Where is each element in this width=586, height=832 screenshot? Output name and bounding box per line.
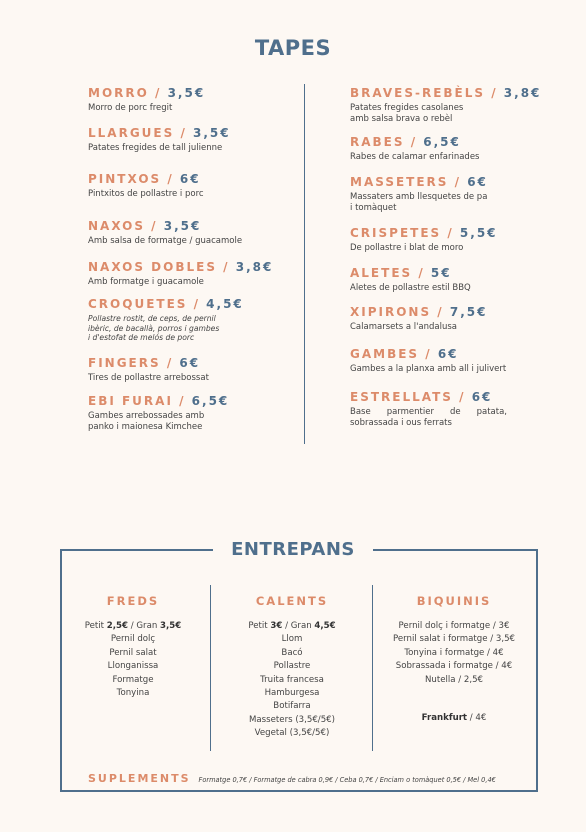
frankfurt-name: Frankfurt xyxy=(421,713,468,723)
menu-item-gambes: GAMBES / 6€ Gambes a la planxa amb all i julivert xyxy=(350,347,507,374)
item-price: 4,5€ xyxy=(206,297,244,311)
list-item: Formatge xyxy=(112,674,154,685)
item-price: 6,5€ xyxy=(191,394,230,408)
item-name: FINGERS xyxy=(88,356,161,370)
item-name: GAMBES xyxy=(350,347,420,361)
list-item: Sobrassada i formatge / 4€ xyxy=(395,661,513,672)
item-price: 6€ xyxy=(179,172,201,186)
item-price: 3,5€ xyxy=(167,86,206,100)
freds-column xyxy=(72,594,194,700)
item-name: NAXOS DOBLES xyxy=(88,260,217,274)
item-desc-line: Massaters amb llesquetes de pa xyxy=(350,192,488,202)
calents-column xyxy=(222,594,362,741)
menu-item-morro: MORRO / 3,5€ Morro de porc fregit xyxy=(88,86,206,113)
menu-item-pintxos: PINTXOS / 6€ Pintxitos de pollastre i porc xyxy=(88,172,204,199)
menu-item-fingers: FINGERS / 6€ Tires de pollastre arrebossat xyxy=(88,356,209,383)
item-price: 6€ xyxy=(467,175,488,189)
item-desc: Patates fregides de tall julienne xyxy=(88,143,223,153)
item-desc-line: sobrassada i ous ferrats xyxy=(350,418,452,428)
freds-prices: Petit 2,5€ / Gran 3,5€ xyxy=(84,621,182,631)
menu-item-naxos-dobles: NAXOS DOBLES / 3,8€ Amb formatge i guacamole xyxy=(88,260,274,287)
list-item: Pernil salat xyxy=(109,647,157,658)
item-desc-line: amb salsa brava o rebèl xyxy=(350,114,453,124)
list-item: Pollastre xyxy=(273,661,311,672)
tapes-divider xyxy=(304,84,305,444)
calents-heading: CALENTS xyxy=(255,594,329,608)
item-name: RABES xyxy=(350,135,405,149)
item-desc-line: i tomàquet xyxy=(350,203,397,213)
item-price: 5€ xyxy=(430,266,452,280)
item-desc: Aletes de pollastre estil BBQ xyxy=(350,283,471,293)
entrepans-title-wrap xyxy=(0,539,586,560)
item-price: 6€ xyxy=(179,356,201,370)
item-desc: Gambes a la planxa amb all i julivert xyxy=(350,364,507,374)
menu-item-crispetes: CRISPETES / 5,5€ De pollastre i blat de moro xyxy=(350,226,498,253)
item-price: 7,5€ xyxy=(449,305,488,319)
item-desc: Rabes de calamar enfarinades xyxy=(350,152,480,162)
frankfurt-item xyxy=(384,713,524,723)
menu-item-ebi-furai: EBI FURAI / 6,5€ Gambes arrebossades amb panko i maionesa Kimchee xyxy=(88,394,288,433)
list-item: Tonyina xyxy=(116,688,150,699)
item-name: BRAVES-REBÈLS xyxy=(350,86,486,100)
list-item: Llonganissa xyxy=(107,661,159,672)
item-desc: Calamarsets a l'andalusa xyxy=(350,322,458,332)
item-price: 6€ xyxy=(471,390,493,404)
item-name: XIPIRONS xyxy=(350,305,432,319)
menu-item-masseters: MASSETERS / 6€ Massaters amb llesquetes de pa i tomàquet xyxy=(350,175,540,214)
suplements-label: SUPLEMENTS xyxy=(88,772,191,785)
list-item: Botifarra xyxy=(273,701,311,712)
tapes-title: TAPES xyxy=(254,36,332,60)
item-price: 3,5€ xyxy=(193,126,231,140)
item-desc-line: panko i maionesa Kimchee xyxy=(88,422,203,432)
menu-item-xipirons: XIPIRONS / 7,5€ Calamarsets a l'andalusa xyxy=(350,305,488,332)
item-desc: Pintxitos de pollastre i porc xyxy=(88,189,204,199)
list-item: Llom xyxy=(281,634,303,645)
item-price: 5,5€ xyxy=(459,226,498,240)
menu-item-naxos: NAXOS / 3,5€ Amb salsa de formatge / guacamole xyxy=(88,219,243,246)
menu-item-estrellats: ESTRELLATS / 6€ Base parmentier de patata, sobrassada i ous ferrats xyxy=(350,390,507,428)
item-name: EBI FURAI xyxy=(88,394,173,408)
frankfurt-price: / 4€ xyxy=(467,713,487,723)
item-price: 3,8€ xyxy=(235,260,274,274)
list-item: Pernil dolç xyxy=(110,634,156,645)
list-item: Truita francesa xyxy=(260,674,324,685)
calents-prices: Petit 3€ / Gran 4,5€ xyxy=(248,621,336,631)
list-item: Nutella / 2,5€ xyxy=(424,674,484,685)
biquinis-heading: BIQUINIS xyxy=(416,594,492,608)
item-desc-line: Patates fregides casolanes xyxy=(350,103,464,113)
item-price: 3,5€ xyxy=(163,219,202,233)
list-item: Pernil salat i formatge / 3,5€ xyxy=(392,634,516,645)
item-desc: De pollastre i blat de moro xyxy=(350,243,464,253)
list-item: Hamburgesa xyxy=(264,688,320,699)
suplements-row xyxy=(88,767,496,786)
item-name: CRISPETES xyxy=(350,226,442,240)
menu-item-llargues: LLARGUES / 3,5€ Patates fregides de tall julienne xyxy=(88,126,231,153)
item-price: 6€ xyxy=(437,347,459,361)
item-name: MORRO xyxy=(88,86,149,100)
suplements-text: Formatge 0,7€ / Formatge de cabra 0,9€ / Ceba 0,7€ / Enciam o tomàquet 0,5€ / Mel 0,4€ xyxy=(198,776,496,784)
item-name: ESTRELLATS xyxy=(350,390,453,404)
item-name: ALETES xyxy=(350,266,413,280)
list-item: Bacó xyxy=(281,647,303,658)
item-name: CROQUETES xyxy=(88,297,188,311)
item-desc: Morro de porc fregit xyxy=(88,103,173,113)
menu-item-braves-rebels: BRAVES-REBÈLS / 3,8€ Patates fregides casolanes amb salsa brava o rebèl xyxy=(350,86,542,124)
item-desc-line: Gambes arrebossades amb xyxy=(88,411,205,421)
entrepans-title: ENTREPANS xyxy=(213,539,373,560)
biquinis-column xyxy=(384,594,524,687)
item-name: PINTXOS xyxy=(88,172,162,186)
item-name: LLARGUES xyxy=(88,126,175,140)
list-item: Vegetal (3,5€/5€) xyxy=(254,728,330,739)
item-price: 3,8€ xyxy=(503,86,542,100)
item-desc: Amb formatge i guacamole xyxy=(88,277,204,287)
list-item: Tonyina i formatge / 4€ xyxy=(404,647,504,658)
entrepans-divider-1 xyxy=(210,585,211,751)
item-name: NAXOS xyxy=(88,219,145,233)
item-name: MASSETERS xyxy=(350,175,449,189)
item-desc-line: ibèric, de bacallà, porros i gambes xyxy=(88,323,220,333)
menu-item-rabes: RABES / 6,5€ Rabes de calamar enfarinades xyxy=(350,135,480,162)
item-price: 6,5€ xyxy=(423,135,461,149)
menu-item-croquetes: CROQUETES / 4,5€ Pollastre rostit, de ceps, de pernil ibèric, de bacallà, porros i gambes i d'estofat de melós de porc xyxy=(88,297,288,343)
item-desc: Tires de pollastre arrebossat xyxy=(88,373,209,383)
list-item: Masseters (3,5€/5€) xyxy=(249,714,335,725)
menu-item-aletes: ALETES / 5€ Aletes de pollastre estil BBQ xyxy=(350,266,471,293)
item-desc-line: i d'estofat de melós de porc xyxy=(88,333,195,342)
item-desc-line: Pollastre rostit, de ceps, de pernil xyxy=(88,314,216,323)
item-desc: Amb salsa de formatge / guacamole xyxy=(88,236,243,246)
item-desc-line: Base parmentier de patata, xyxy=(350,407,507,417)
list-item: Pernil dolç i formatge / 3€ xyxy=(398,621,510,631)
entrepans-divider-2 xyxy=(372,585,373,751)
freds-heading: FREDS xyxy=(106,594,160,608)
